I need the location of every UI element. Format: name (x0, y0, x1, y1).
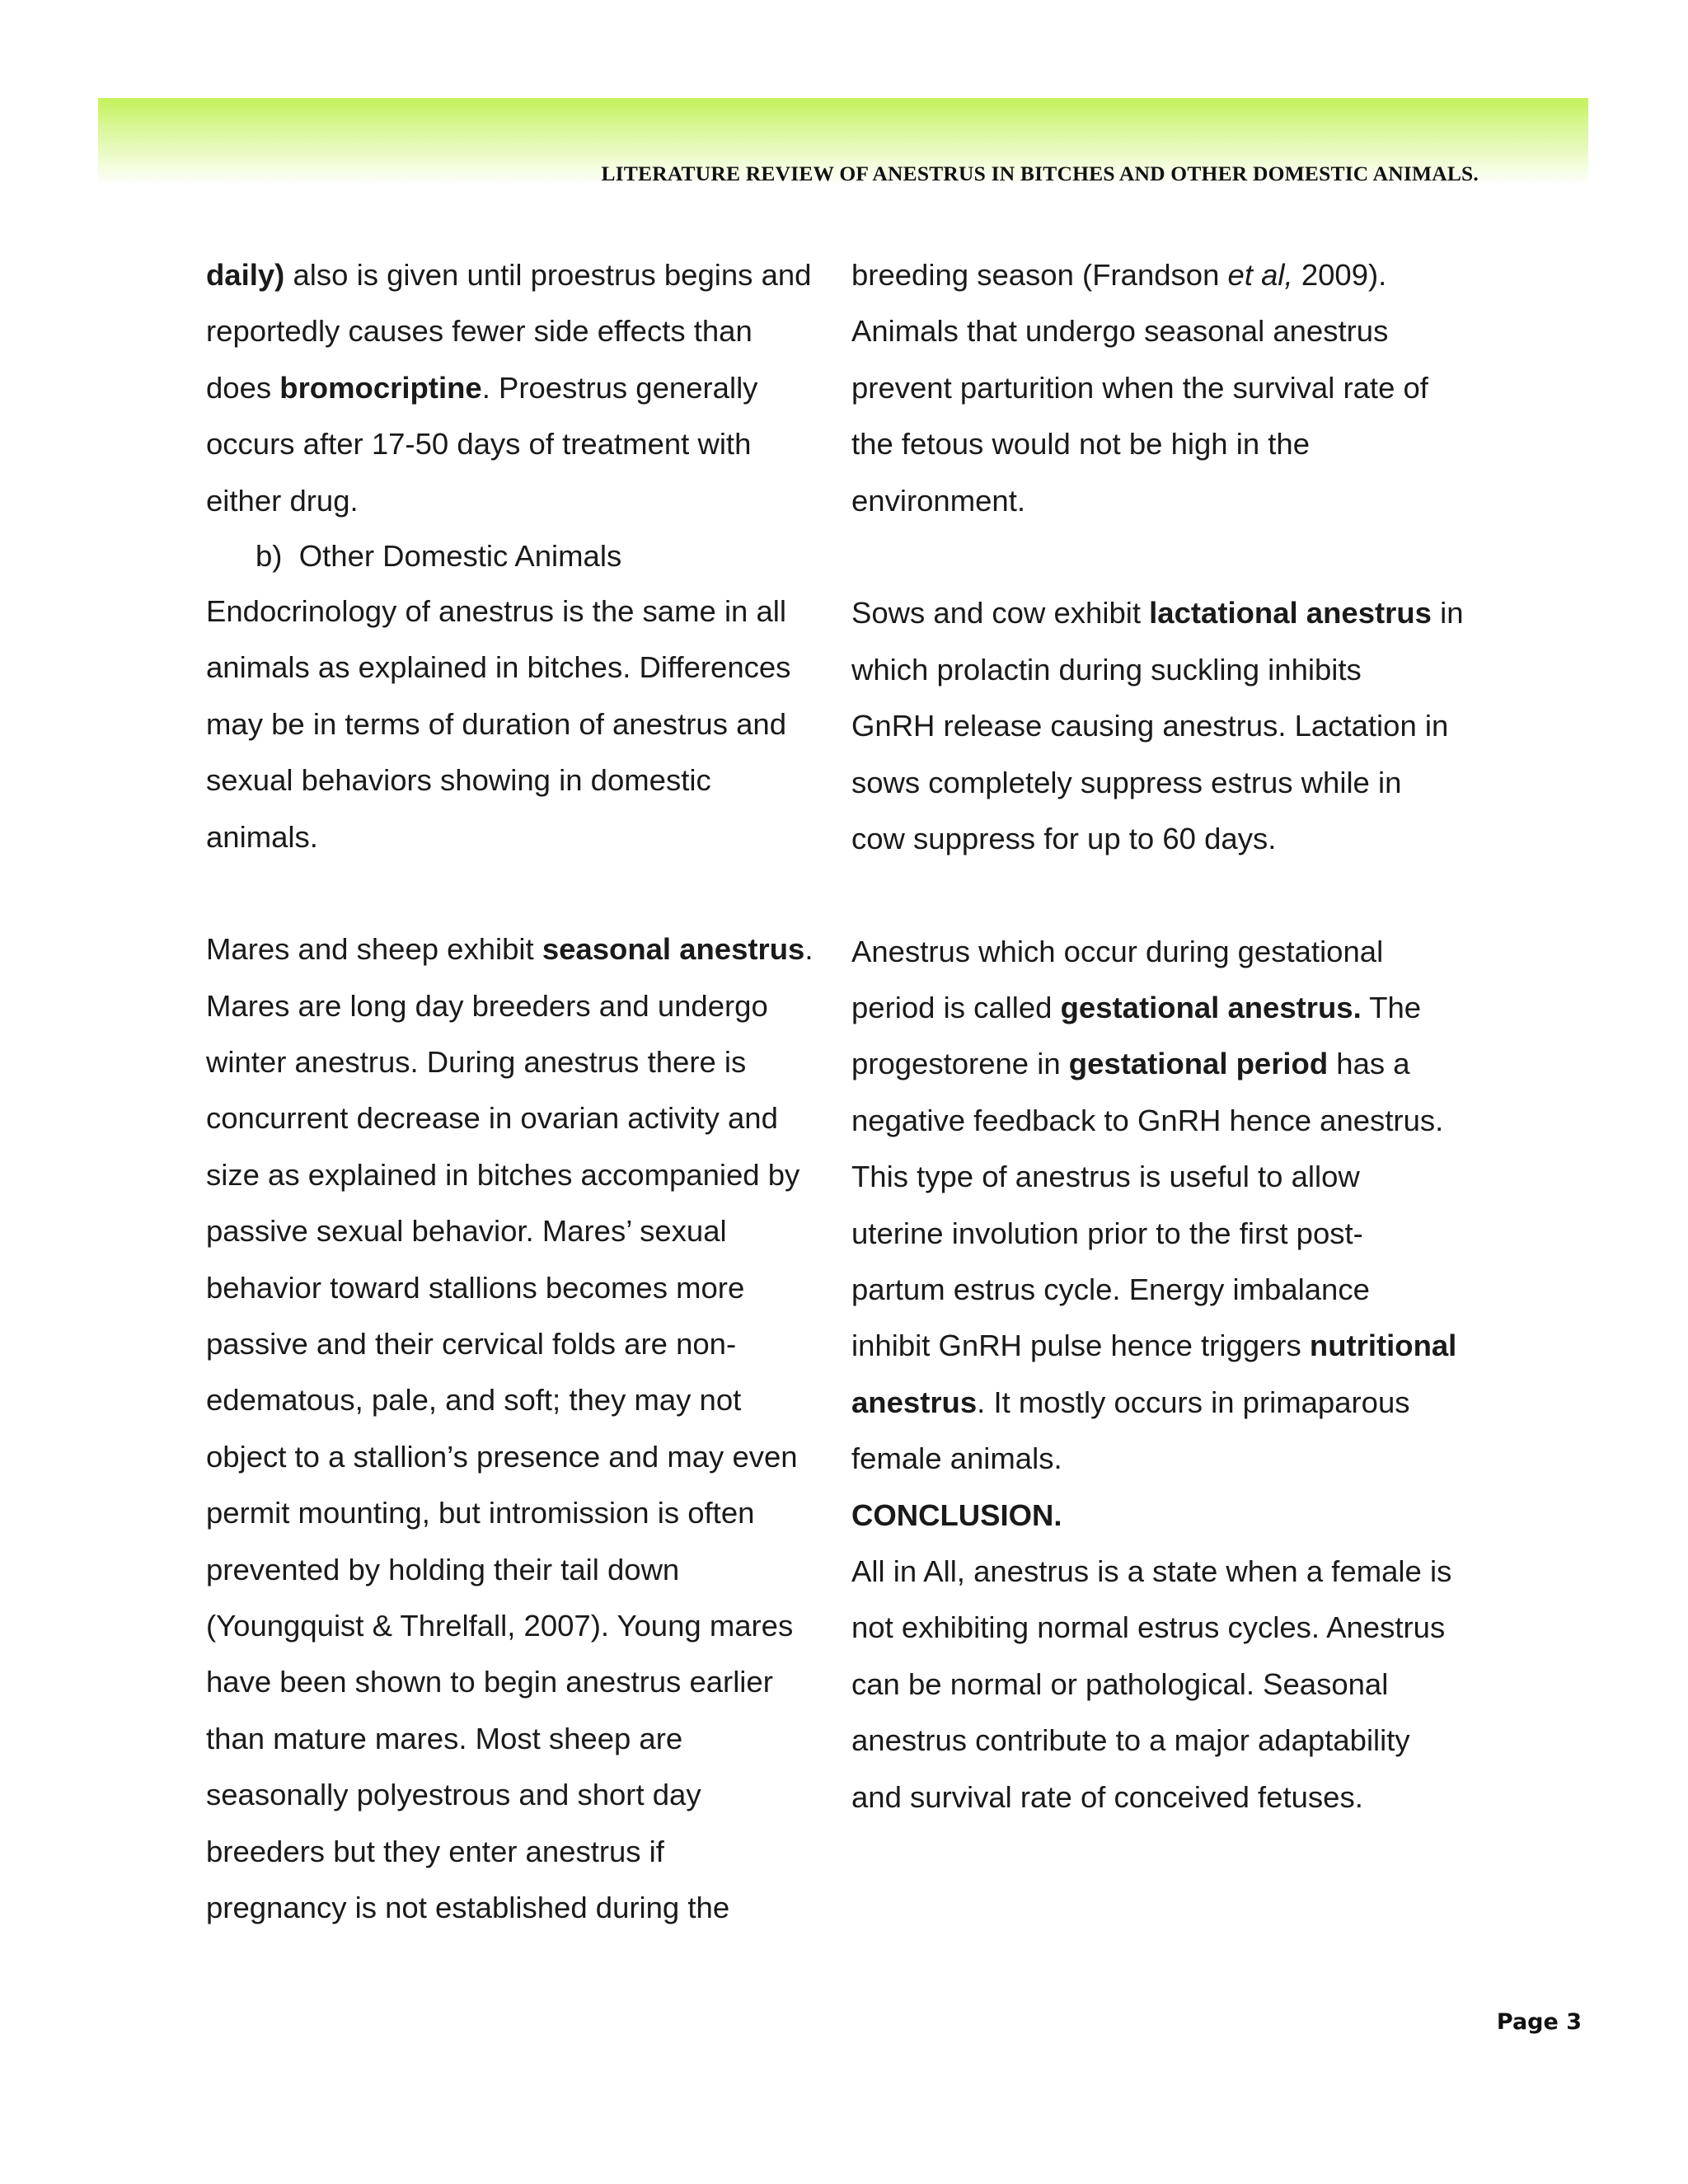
text-line: size as explained in bitches accompanied by (206, 1157, 800, 1192)
left-column (206, 247, 841, 1936)
text-span: in (1431, 596, 1464, 630)
bold-term: lactational anestrus (1149, 596, 1432, 630)
text-line: uterine involution prior to the first post- (851, 1216, 1363, 1250)
text-span: inhibit GnRH pulse hence triggers (851, 1329, 1310, 1363)
page-number: Page 3 (1496, 2009, 1582, 2035)
text-line: concurrent decrease in ovarian activity and (206, 1101, 778, 1136)
text-line: object to a stallion’s presence and may even (206, 1439, 798, 1474)
text-line (851, 980, 1494, 1036)
text-span: The (1361, 991, 1422, 1025)
section-subheading: b) Other Domestic Animals (256, 538, 622, 573)
text-line: which prolactin during suckling inhibits (851, 652, 1362, 687)
paragraph-gestational-anestrus (851, 924, 1494, 1488)
text-line: passive and their cervical folds are non- (206, 1327, 737, 1361)
text-line (206, 921, 841, 977)
text-line: All in All, anestrus is a state when a female is (851, 1554, 1452, 1588)
paragraph-gap (851, 867, 1494, 923)
text-line (206, 247, 841, 303)
text-line: prevented by holding their tail down (206, 1552, 680, 1586)
text-line: partum estrus cycle. Energy imbalance (851, 1272, 1370, 1307)
text-line: pregnancy is not established during the (206, 1890, 730, 1924)
text-span: has a (1328, 1047, 1410, 1081)
text-line: and survival rate of conceived fetuses. (851, 1779, 1363, 1814)
bold-term: seasonal anestrus (542, 932, 805, 967)
text-span: does (206, 370, 280, 405)
text-span: Sows and cow exhibit (851, 596, 1150, 630)
text-line: breeders but they enter anestrus if (206, 1834, 664, 1868)
text-line: Mares are long day breeders and undergo (206, 988, 768, 1023)
bold-term: anestrus (851, 1385, 978, 1419)
text-line: passive sexual behavior. Mares’ sexual (206, 1214, 727, 1249)
text-span: 2009). (1292, 258, 1387, 292)
paragraph-breeding-season (851, 247, 1494, 529)
text-line: the fetous would not be high in the (851, 427, 1311, 462)
text-line: seasonally polyestrous and short day (206, 1778, 701, 1812)
text-span: period is called (851, 991, 1061, 1025)
text-line: Anestrus which occur during gestational (851, 934, 1384, 968)
bold-term: gestational anestrus. (1060, 991, 1362, 1025)
text-span: breeding season (Frandson (851, 258, 1228, 292)
text-line: Animals that undergo seasonal anestrus (851, 314, 1389, 349)
text-line: sexual behaviors showing in domestic (206, 763, 711, 798)
text-line: permit mounting, but intromission is often (206, 1496, 755, 1530)
text-line: GnRH release causing anestrus. Lactation in (851, 709, 1449, 743)
text-line (851, 585, 1494, 641)
text-line: negative feedback to GnRH hence anestrus. (851, 1103, 1444, 1137)
text-line (851, 1318, 1494, 1374)
text-line (851, 1036, 1494, 1092)
text-span: . It mostly occurs in primaparous (977, 1385, 1410, 1419)
italic-term: et al, (1227, 258, 1293, 292)
text-line: can be normal or pathological. Seasonal (851, 1666, 1389, 1701)
text-line: (Youngquist & Threlfall, 2007). Young mares (206, 1608, 794, 1643)
text-line: may be in terms of duration of anestrus and (206, 706, 787, 741)
text-line: female animals. (851, 1441, 1062, 1476)
text-span: . (804, 932, 814, 967)
text-line: animals. (206, 819, 318, 854)
conclusion-heading: CONCLUSION. (851, 1497, 1062, 1532)
running-title: LITERATURE REVIEW OF ANESTRUS IN BITCHES AND OTHER DOMESTIC ANIMALS. (601, 162, 1479, 185)
right-column (851, 247, 1494, 1825)
text-line: prevent parturition when the survival rate of (851, 370, 1428, 405)
bold-term: daily) (206, 258, 285, 292)
text-line: than mature mares. Most sheep are (206, 1721, 683, 1755)
text-line (851, 1375, 1494, 1431)
text-span: . Proestrus generally (481, 370, 758, 405)
text-line (206, 360, 841, 416)
text-line: have been shown to begin anestrus earlier (206, 1665, 773, 1699)
text-line: behavior toward stallions becomes more (206, 1270, 745, 1305)
text-span: progestorene in (851, 1047, 1069, 1081)
text-line: reportedly causes fewer side effects than (206, 314, 753, 349)
paragraph-gap (206, 865, 841, 921)
paragraph-endocrinology (206, 583, 841, 865)
bold-term: nutritional (1309, 1329, 1457, 1363)
text-line (851, 247, 1494, 303)
text-span: also is given until proestrus begins and (284, 258, 812, 292)
text-line: animals as explained in bitches. Differences (206, 650, 791, 685)
bold-term: gestational period (1068, 1047, 1329, 1081)
paragraph-seasonal-anestrus (206, 921, 841, 1936)
text-line: Endocrinology of anestrus is the same in all (206, 593, 787, 628)
paragraph-conclusion (851, 1544, 1494, 1825)
text-line: cow suppress for up to 60 days. (851, 821, 1277, 855)
paragraph-lactational-anestrus (851, 585, 1494, 867)
text-line: edematous, pale, and soft; they may not (206, 1383, 742, 1418)
text-line: environment. (851, 483, 1025, 518)
text-line: either drug. (206, 483, 359, 518)
text-line: This type of anestrus is useful to allow (851, 1160, 1360, 1194)
text-line: occurs after 17-50 days of treatment with (206, 427, 752, 462)
text-span: Mares and sheep exhibit (206, 932, 542, 967)
text-line: sows completely suppress estrus while in (851, 765, 1402, 799)
text-line: anestrus contribute to a major adaptability (851, 1723, 1410, 1758)
text-line: winter anestrus. During anestrus there is (206, 1045, 747, 1080)
bold-term: bromocriptine (279, 370, 482, 405)
text-line: not exhibiting normal estrus cycles. Anestrus (851, 1610, 1446, 1645)
paragraph-gap (851, 529, 1494, 585)
paragraph-cabergoline-continued (206, 247, 841, 529)
